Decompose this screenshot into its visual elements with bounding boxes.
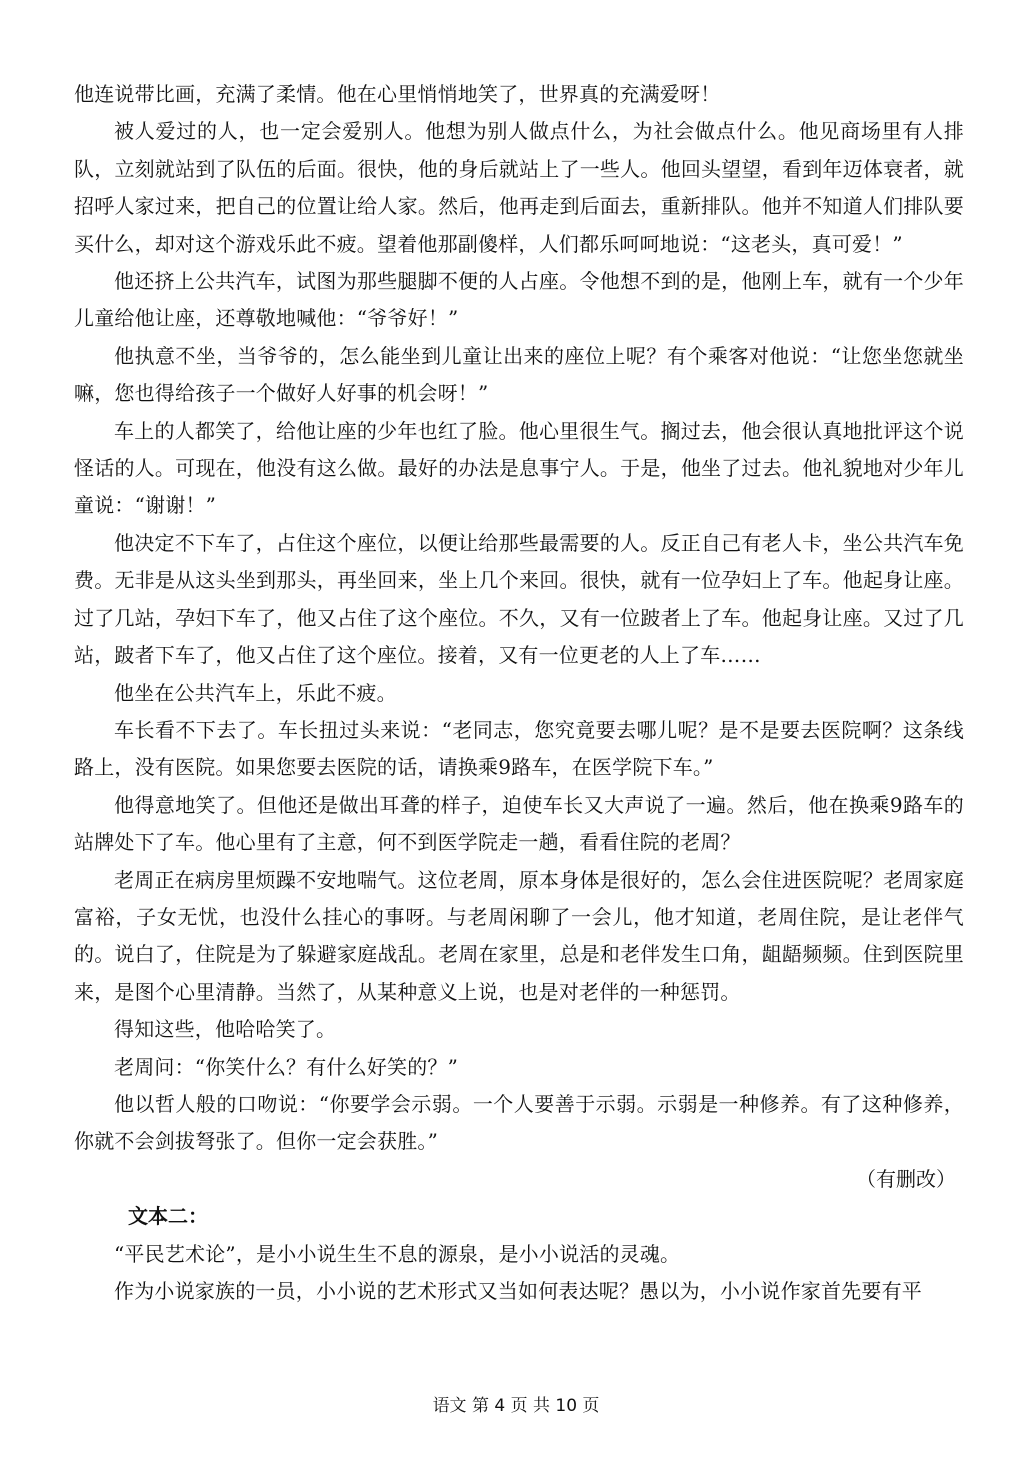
paragraph: 得知这些，他哈哈笑了。	[114, 1017, 337, 1042]
paragraph: 作为小说家族的一员，小小说的艺术形式又当如何表达呢？愚以为，小小说作家首先要有平	[114, 1279, 922, 1303]
paragraph: 老周问：“你笑什么？有什么好笑的？”	[114, 1054, 459, 1079]
paragraph: 他连说带比画，充满了柔情。他在心里悄悄地笑了，世界真的充满爱呀！	[74, 82, 721, 106]
paragraph: 他得意地笑了。但他还是做出耳聋的样子，迫使车长又大声说了一遍。然后，他在换乘9路车的站牌处下了车。他心里有了主意，何不到医学院走一趟，看看住院的老周？	[74, 792, 964, 855]
paragraph: 他还挤上公共汽车，试图为那些腿脚不便的人占座。令他想不到的是，他刚上车，就有一个少年儿童给他让座，还尊敬地喊他：“爷爷好！”	[74, 269, 964, 331]
page-content	[74, 76, 964, 1310]
revision-note: （有删改）	[856, 1166, 956, 1191]
paragraph: “平民艺术论”，是小小说生生不息的源泉，是小小说活的灵魂。	[114, 1241, 681, 1266]
paragraph: 老周正在病房里烦躁不安地喘气。这位老周，原本身体是很好的，怎么会住进医院呢？老周家庭富裕，子女无忧，也没什么挂心的事呀。与老周闲聊了一会儿，他才知道，老周住院，是让老伴气的。说白了，住院是为了躲避家庭战乱。老周在家里，总是和老伴发生口角，龃龉频频。住到医院里来，是图个心里清静。当然了，从某种意义上说，也是对老伴的一种惩罚。	[74, 867, 964, 1004]
paragraph: 他执意不坐，当爷爷的，怎么能坐到儿童让出来的座位上呢？有个乘客对他说：“让您坐您就坐嘛，您也得给孩子一个做好人好事的机会呀！”	[74, 343, 964, 406]
paragraph: 他坐在公共汽车上，乐此不疲。	[114, 680, 397, 705]
section-two-heading: 文本二：	[128, 1204, 208, 1229]
paragraph: 车上的人都笑了，给他让座的少年也红了脸。他心里很生气。搁过去，他会很认真地批评这个说怪话的人。可现在，他没有这么做。最好的办法是息事宁人。于是，他坐了过去。他礼貌地对少年儿童说：“谢谢！”	[74, 418, 964, 518]
paragraph: 被人爱过的人，也一定会爱别人。他想为别人做点什么，为社会做点什么。他见商场里有人排队，立刻就站到了队伍的后面。很快，他的身后就站上了一些人。他回头望望，看到年迈体衰者，就招呼人家过来，把自己的位置让给人家。然后，他再走到后面去，重新排队。他并不知道人们排队要买什么，却对这个游戏乐此不疲。望着他那副傻样，人们都乐呵呵地说：“这老头，真可爱！”	[74, 119, 964, 256]
paragraph: 他以哲人般的口吻说：“你要学会示弱。一个人要善于示弱。示弱是一种修养。有了这种修养，你就不会剑拔弩张了。但你一定会获胜。”	[74, 1091, 964, 1154]
paragraph: 车长看不下去了。车长扭过头来说：“老同志，您究竟要去哪儿呢？是不是要去医院啊？这条线路上，没有医院。如果您要去医院的话，请换乘9路车，在医学院下车。”	[74, 717, 964, 780]
paragraph: 他决定不下车了，占住这个座位，以便让给那些最需要的人。反正自己有老人卡，坐公共汽车免费。无非是从这头坐到那头，再坐回来，坐上几个来回。很快，就有一位孕妇上了车。他起身让座。过了几站，孕妇下车了，他又占住了这个座位。不久，又有一位跛者上了车。他起身让座。又过了几站，跛者下车了，他又占住了这个座位。接着，又有一位更老的人上了车……	[74, 530, 964, 668]
page-footer: 语文 第 4 页 共 10 页	[432, 1396, 600, 1416]
